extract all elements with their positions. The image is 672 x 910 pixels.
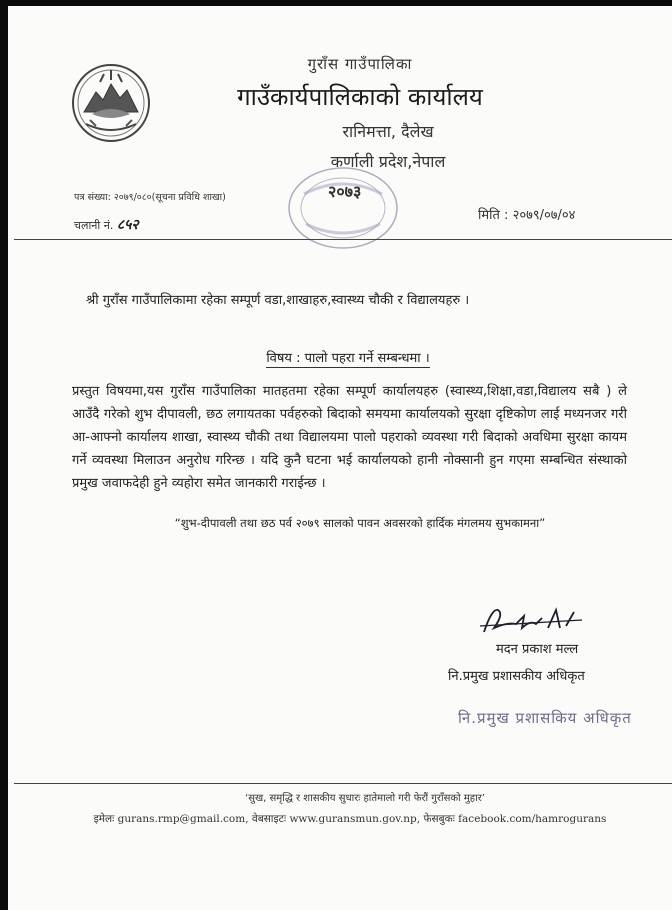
dispatch-number <box>74 215 139 234</box>
footer-contact: इमेलः gurans.rmp@gmail.com, वेबसाइटः www.guransmun.gov.np, फेसबुकः facebook.com/hamrogurans <box>93 813 607 825</box>
subject-line <box>8 348 672 366</box>
province-line: कर्णाली प्रदेश,नेपाल <box>330 152 446 171</box>
dispatch-value: ८५२ <box>116 217 139 233</box>
signatory-stamp: नि.प्रमुख प्रशासकिय अधिकृत <box>458 709 632 727</box>
stamp-number: २०७३ <box>328 182 362 201</box>
office-title: गाउँकार्यपालिकाको कार्यालय <box>237 83 483 111</box>
letter-date: मिति : २०७९/०७/०४ <box>478 208 576 223</box>
dispatch-label: चलानी नं. <box>74 219 114 232</box>
signatory-title: नि.प्रमुख प्रशासकीय अधिकृत <box>448 669 585 684</box>
letter-body: प्रस्तुत विषयमा,यस गुराँस गाउँपालिका मातहतमा रहेका सम्पूर्ण कार्यालयहरु (स्वास्थ्य,शिक्षा,वडा,विद्यालय सबै ) ले आउँदै गरेको शुभ दीपावली, छठ लगायतका पर्वहरुको बिदाको समयमा कार्यालयको सुरक्षा दृष्टिकोण लाई मध्यनजर गरी आ-आफ्नो कार्यालय शाखा, स्वास्थ्य चौकी तथा विद्यालयमा पालो पहराको व्यवस्था गरी बिदाको अवधिमा सुरक्षा कायम गर्ने व्यवस्था मिलाउन अनुरोध गरिन्छ । यदि कुनै घटना भई कार्यालयको हानी नोक्सानी हुन गएमा सम्बन्धित संस्थाको प्रमुख जवाफदेही हुने व्यहोरा समेत जानकारी गराईन्छ । <box>72 384 627 491</box>
footer-divider <box>14 783 672 784</box>
office-location: रानिमत्ता, दैलेख <box>342 122 434 141</box>
municipality-name: गुराँस गाउँपालिका <box>307 55 413 73</box>
signatory-name: मदन प्रकाश मल्ल <box>496 642 579 657</box>
subject-text: विषय : पालो पहरा गर्ने सम्बन्धमा । <box>266 351 430 366</box>
header-divider <box>14 239 672 240</box>
addressee: श्री गुराँस गाउँपालिकामा रहेका सम्पूर्ण वडा,शाखाहरु,स्वास्थ्य चौकी र विद्यालयहरु । <box>86 293 470 308</box>
festival-greeting: “शुभ-दीपावली तथा छठ पर्व २०७९ सालको पावन अवसरको हार्दिक मंगलमय सुभकामना” <box>174 516 546 530</box>
footer-slogan: ‘सुख, समृद्धि र शासकीय सुधारः हातेमालो गरी फेरौं गुराँसको मुहार’ <box>245 793 485 804</box>
letter-number: पत्र संख्या: २०७९/०८०(सूचना प्रविधि शाखा) <box>74 192 226 203</box>
signature-icon <box>478 602 588 638</box>
letter-page <box>8 6 672 910</box>
